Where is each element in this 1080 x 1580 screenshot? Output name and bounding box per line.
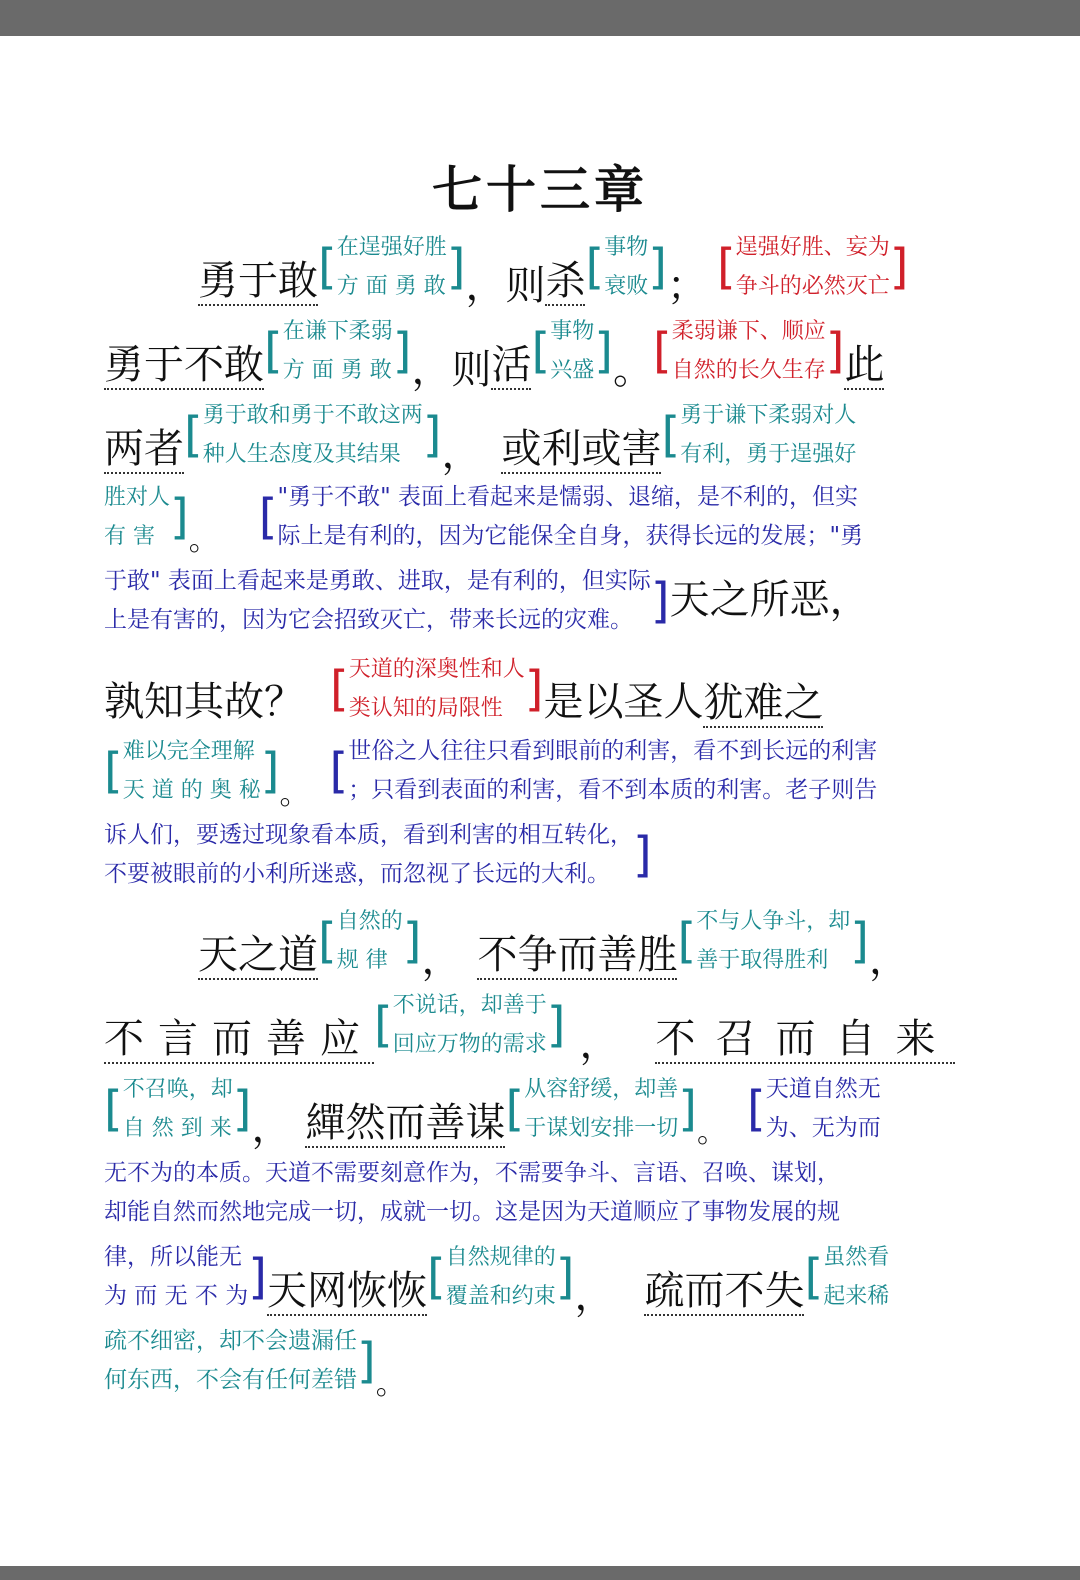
main-text: 孰知其故？ xyxy=(104,679,304,725)
annotation-red: [ 柔弱谦下、顺应 自然的长久生存 ] xyxy=(653,312,844,390)
text-line-12 xyxy=(104,1154,840,1232)
annotation-line: 自然的 xyxy=(336,909,403,934)
note-line: 不要被眼前的小利所迷惑，而忽视了长远的大利。 xyxy=(104,861,610,887)
annotation: [ 不召唤，却 自 然 到 来 ] xyxy=(104,1070,251,1148)
annotation-line: 何东西，不会有任何差错 xyxy=(104,1367,357,1393)
main-phrase: 不言而善应 xyxy=(104,1016,374,1062)
main-text: ； xyxy=(666,263,707,309)
main-text: 。 xyxy=(375,1367,406,1402)
annotation-line: 难以完全理解 xyxy=(122,739,255,764)
annotation-line: 类认知的局限性 xyxy=(348,696,503,721)
annotation-line: 规 律 xyxy=(336,948,388,973)
annotation-line: 逞强好胜、妄为 xyxy=(735,235,890,260)
note-line: 上是有害的，因为它会招致灭亡，带来长远的灾难。 xyxy=(104,607,633,633)
note-block xyxy=(104,1154,840,1232)
main-text: ， xyxy=(251,1105,292,1151)
text-line-6 xyxy=(104,650,823,728)
annotation: [ 在谦下柔弱 方 面 勇 敢 ] xyxy=(264,312,411,390)
annotation-line: 从容舒缓，却善 xyxy=(524,1077,679,1102)
main-text: ， xyxy=(441,431,482,477)
main-phrase: 繟然而善谋 xyxy=(305,1100,506,1146)
note-line: 却能自然而然地完成一切，成就一切。这是因为天道顺应了事物发展的规 xyxy=(104,1199,840,1225)
annotation-line: 在谦下柔弱 xyxy=(282,319,393,344)
note-block: 律，所以能无 为 而 无 不 为 ] xyxy=(104,1238,267,1316)
annotation-red: [ 天道的深奥性和人 类认知的局限性 ] xyxy=(330,650,543,728)
text-line-5 xyxy=(104,562,870,640)
annotation: [ 不说话，却善于 回应万物的需求 ] xyxy=(374,986,565,1064)
text-line-4 xyxy=(104,478,863,556)
annotation-line: 自 然 到 来 xyxy=(122,1116,232,1141)
main-phrase: 两者 xyxy=(104,426,184,472)
annotation-line: 争斗的必然灭亡 xyxy=(735,274,890,299)
annotation-line: 起来稀 xyxy=(823,1284,890,1309)
annotation-line: 不说话，却善于 xyxy=(392,993,547,1018)
annotation: [ 事物 衰败 ] xyxy=(585,228,666,306)
main-phrase: 不召而自来 xyxy=(655,1016,956,1062)
annotation-line: 在逞强好胜 xyxy=(336,235,447,260)
text-line-14 xyxy=(104,1322,406,1400)
annotation-line: 事物 xyxy=(604,235,649,260)
annotation-red: [ 逞强好胜、妄为 争斗的必然灭亡 ] xyxy=(717,228,908,306)
note-line: 律，所以能无 xyxy=(104,1244,242,1270)
annotation-line: 有利，勇于逞强好 xyxy=(680,442,857,467)
text-line-13 xyxy=(104,1238,890,1319)
main-text: ，则 xyxy=(411,347,492,393)
note-line: 天道自然无 xyxy=(765,1076,881,1102)
annotation-line: 疏不细密，却不会遗漏任 xyxy=(104,1328,357,1354)
annotation-line: 自然的长久生存 xyxy=(671,358,826,383)
text-line-11 xyxy=(104,1070,881,1151)
annotation-line: 勇于谦下柔弱对人 xyxy=(680,403,857,428)
annotation-line: 天道的深奥性和人 xyxy=(348,657,525,682)
main-text: 天之所恶， xyxy=(669,577,870,623)
main-text: 。 xyxy=(188,523,219,558)
main-phrase: 勇于不敢 xyxy=(104,342,264,388)
note-block: 诉人们，要透过现象看本质，看到利害的相互转化， 不要被眼前的小利所迷惑，而忽视了长远的大利。 ] xyxy=(104,816,652,894)
annotation: [ 事物 兴盛 ] xyxy=(531,312,612,390)
annotation: [ 在逞强好胜 方 面 勇 敢 ] xyxy=(318,228,465,306)
note-line: 为、无为而 xyxy=(765,1115,881,1141)
note-line: ；只看到表面的利害，看不到本质的利害。老子则告 xyxy=(348,777,878,803)
annotation: [ 虽然看 起来稀 xyxy=(804,1238,889,1316)
annotation-line: 方 面 勇 敢 xyxy=(336,274,446,299)
text-line-7 xyxy=(104,732,877,810)
annotation: [ 勇于谦下柔弱对人 有利，勇于逞强好 xyxy=(661,396,856,474)
annotation: [ 难以完全理解 天 道 的 奥 秘 ] xyxy=(104,732,279,810)
annotation-line: 柔弱谦下、顺应 xyxy=(671,319,826,344)
annotation-line: 胜对人 xyxy=(104,485,171,510)
annotation-line: 事物 xyxy=(550,319,595,344)
text-line-3 xyxy=(104,396,857,477)
annotation-line: 有 害 xyxy=(104,524,155,549)
note-line: 于敢" 表面上看起来是勇敢、进取，是有利的，但实际 xyxy=(104,568,651,594)
main-phrase: 勇于敢 xyxy=(198,258,318,304)
annotation-line: 不召唤，却 xyxy=(122,1077,233,1102)
annotation-line: 自然规律的 xyxy=(445,1245,556,1270)
annotation-line: 虽然看 xyxy=(823,1245,890,1270)
annotation-line: 天 道 的 奥 秘 xyxy=(122,778,261,803)
main-text: ， xyxy=(868,937,909,983)
main-text: 。 xyxy=(696,1115,727,1150)
note-block: [ "勇于不敢" 表面上看起来是懦弱、退缩，是不利的，但实 际上是有利的，因为它能保全自身，获得长远的发展；"勇 xyxy=(259,478,863,556)
note-line: 际上是有利的，因为它能保全自身，获得长远的发展；"勇 xyxy=(277,523,864,549)
text-line-9 xyxy=(198,902,909,983)
note-block: 于敢" 表面上看起来是勇敢、进取，是有利的，但实际 上是有害的，因为它会招致灭亡，带来长远的灾难。 ] xyxy=(104,562,670,640)
main-phrase: 活 xyxy=(491,342,532,388)
note-line: 无不为的本质。天道不需要刻意作为，不需要争斗、言语、召唤、谋划， xyxy=(104,1160,840,1186)
annotation-line: 覆盖和约束 xyxy=(445,1284,556,1309)
annotation: 疏不细密，却不会遗漏任 何东西，不会有任何差错 ] xyxy=(104,1322,376,1400)
text-line-2 xyxy=(104,312,885,393)
main-phrase: 或利或害 xyxy=(501,426,662,472)
annotation-line: 衰败 xyxy=(604,274,649,299)
main-text: ，则 xyxy=(465,263,546,309)
annotation-line: 方 面 勇 敢 xyxy=(282,358,392,383)
main-phrase: 不争而善胜 xyxy=(477,932,678,978)
annotation: [ 自然规律的 覆盖和约束 ] xyxy=(427,1238,574,1316)
main-text: 。 xyxy=(612,347,653,393)
annotation-line: 于谋划安排一切 xyxy=(524,1116,679,1141)
main-phrase: 天之道 xyxy=(198,932,318,978)
text-line-1 xyxy=(198,228,909,309)
main-text: 。 xyxy=(279,777,310,812)
annotation-line: 不与人争斗，却 xyxy=(696,909,851,934)
note-line: 世俗之人往往只看到眼前的利害，看不到长远的利害 xyxy=(348,738,878,764)
annotation: 胜对人 有 害 ] xyxy=(104,478,189,556)
note-block: [ 天道自然无 为、无为而 xyxy=(747,1070,881,1148)
annotation-line: 回应万物的需求 xyxy=(392,1032,547,1057)
text-line-8 xyxy=(104,816,652,894)
annotation: [ 自然的 规 律 ] xyxy=(318,902,421,980)
top-bar xyxy=(0,0,1080,36)
main-phrase: 犹难之 xyxy=(703,680,824,726)
main-text: 是以圣人 xyxy=(543,679,704,725)
main-phrase: 疏而不失 xyxy=(644,1268,805,1314)
main-text: ， xyxy=(421,937,462,983)
annotation: [ 不与人争斗，却 善于取得胜利 ] xyxy=(677,902,868,980)
text-line-10 xyxy=(104,986,956,1067)
annotation: [ 从容舒缓，却善 于谋划安排一切 ] xyxy=(505,1070,696,1148)
main-text: ， xyxy=(574,1273,615,1319)
annotation-line: 兴盛 xyxy=(550,358,595,383)
annotation-line: 勇于敢和勇于不敢这两 xyxy=(202,403,423,428)
main-phrase: 天网恢恢 xyxy=(266,1268,427,1314)
main-text: ， xyxy=(579,1021,620,1067)
bottom-bar xyxy=(0,1566,1080,1580)
annotation: [ 勇于敢和勇于不敢这两 种人生态度及其结果 ] xyxy=(184,396,441,474)
annotation-line: 善于取得胜利 xyxy=(696,948,829,973)
note-line: "勇于不敢" 表面上看起来是懦弱、退缩，是不利的，但实 xyxy=(277,484,858,510)
note-block: [ 世俗之人往往只看到眼前的利害，看不到长远的利害 ；只看到表面的利害，看不到本质的利害。老子则告 xyxy=(329,732,877,810)
annotation-line: 种人生态度及其结果 xyxy=(202,442,401,467)
main-phrase: 杀 xyxy=(545,258,586,304)
main-phrase: 此 xyxy=(844,342,885,388)
note-line: 为 而 无 不 为 xyxy=(104,1283,249,1309)
page-title: 七十三章 xyxy=(432,160,648,219)
note-line: 诉人们，要透过现象看本质，看到利害的相互转化， xyxy=(104,822,633,848)
